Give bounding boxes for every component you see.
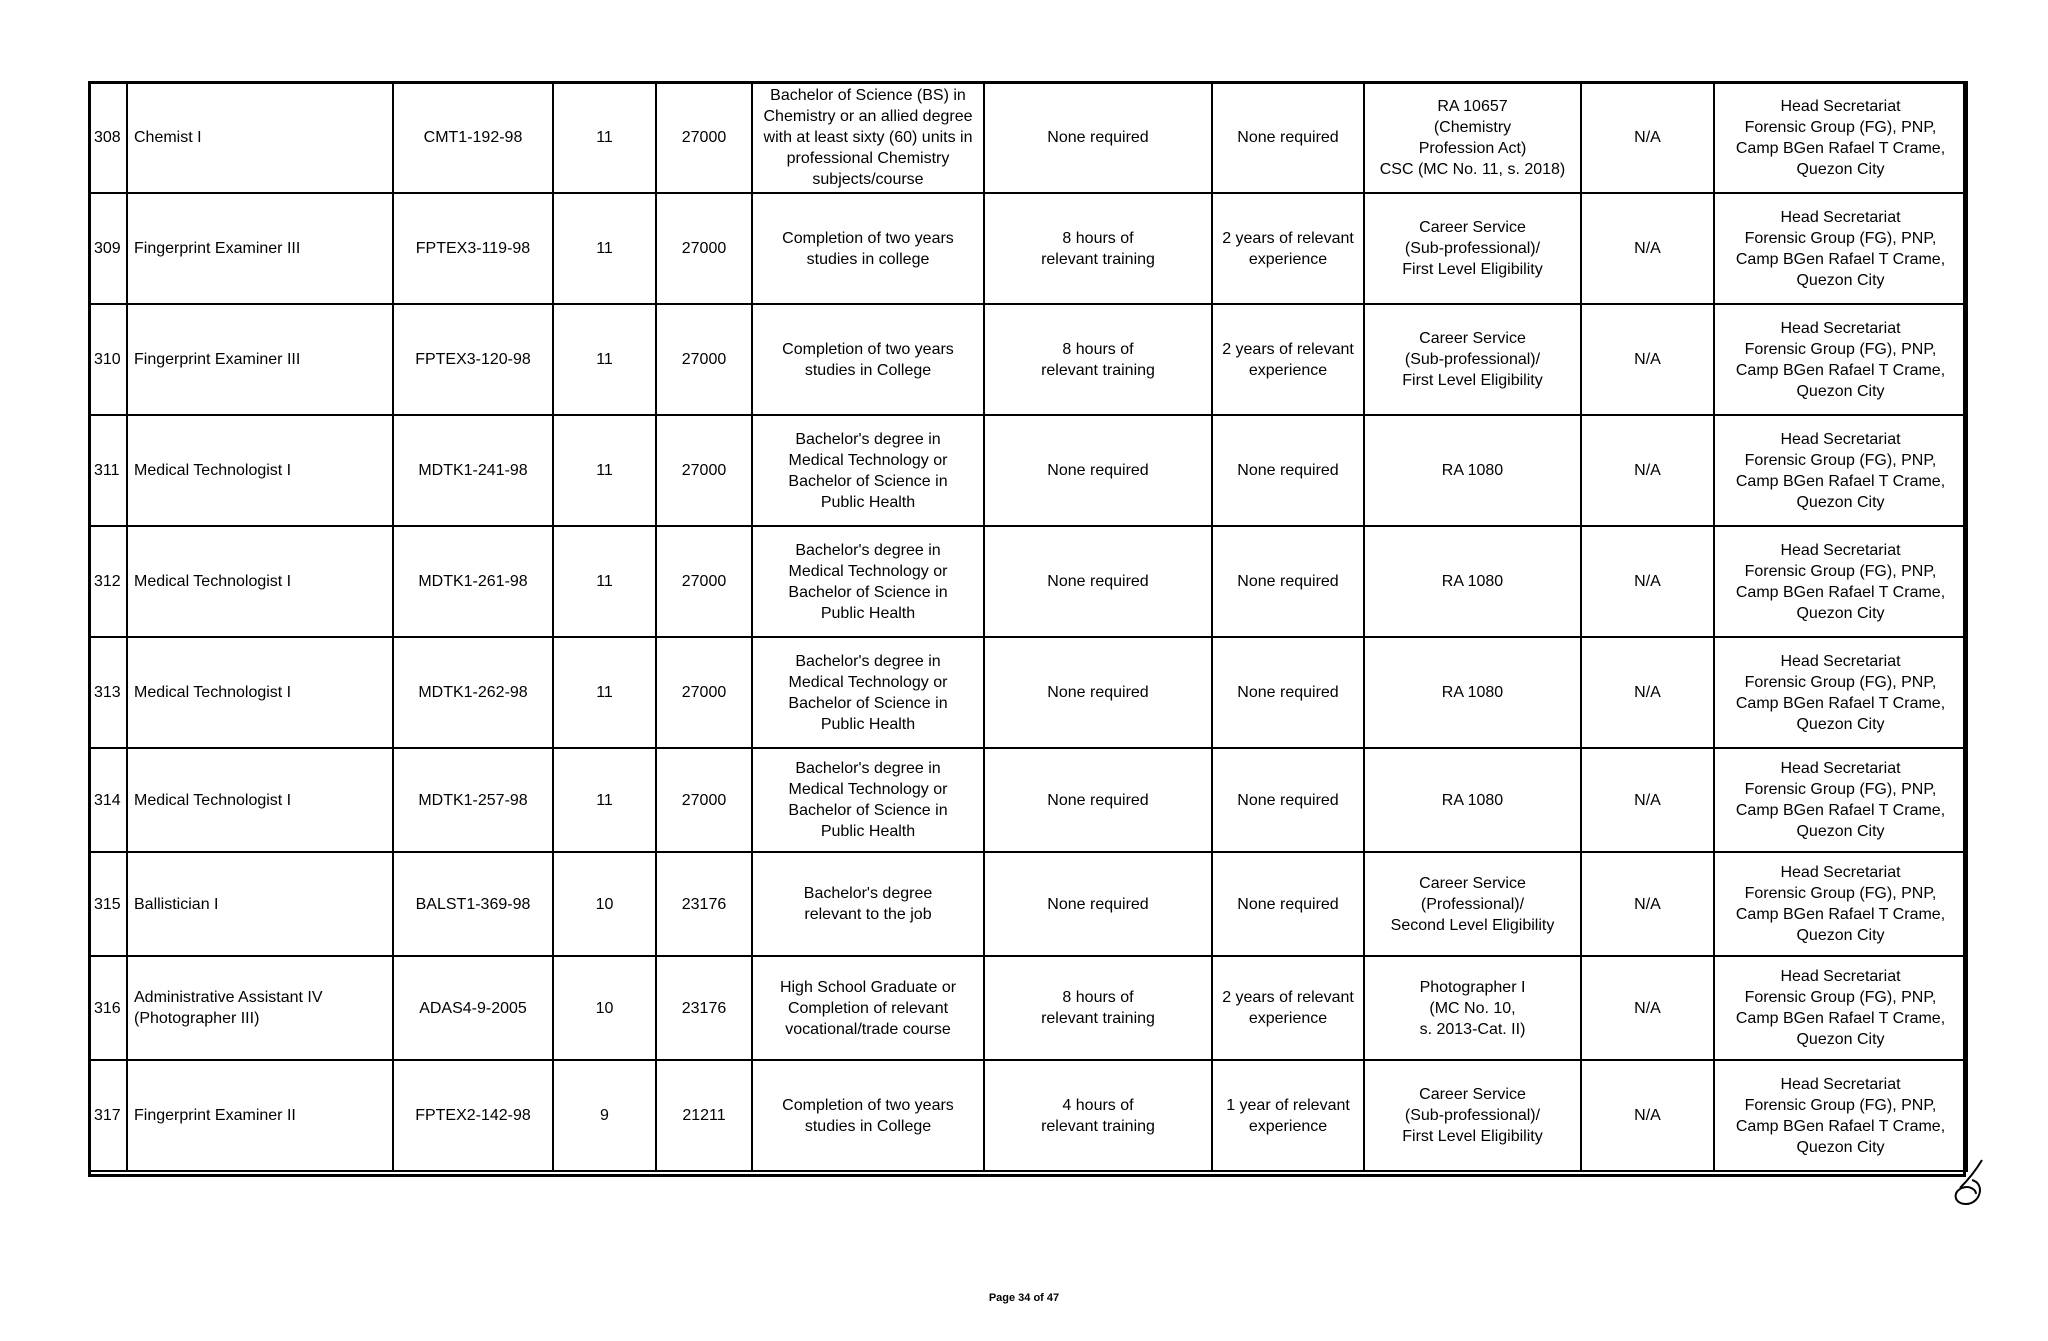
training-cell: [984, 1060, 1212, 1171]
position-title-cell: [127, 637, 393, 748]
item-number-text: 311: [94, 462, 120, 479]
place-of-assignment-text: Head Secretariat Forensic Group (FG), PNP, Camp BGen Rafael T Crame, Quezon City: [1735, 319, 1946, 400]
eligibility-text: Career Service (Sub-professional)/ First Level Eligibility: [1402, 1086, 1543, 1145]
monthly-salary-cell: [656, 82, 752, 193]
eligibility-text: Photographer I (MC No. 10, s. 2013-Cat. II): [1419, 978, 1526, 1038]
experience-text: 1 year of relevant experience: [1226, 1096, 1350, 1135]
monthly-salary-text: 27000: [681, 462, 727, 479]
education-text: Completion of two years studies in College: [782, 340, 954, 379]
item-code-text: FPTEX3-120-98: [415, 351, 531, 368]
salary-grade-text: 11: [596, 573, 613, 590]
competency-text: N/A: [1634, 129, 1661, 146]
place-of-assignment-cell: [1714, 415, 1967, 526]
competency-text: N/A: [1634, 462, 1661, 479]
education-text: Completion of two years studies in college: [782, 229, 954, 268]
eligibility-cell: [1364, 1060, 1581, 1171]
item-number-cell: [89, 852, 127, 956]
monthly-salary-text: 27000: [681, 684, 727, 701]
item-code-text: BALST1-369-98: [415, 895, 531, 913]
item-number-cell: [89, 637, 127, 748]
training-cell: [984, 193, 1212, 304]
item-code-text: MDTK1-257-98: [418, 791, 528, 809]
education-cell: [752, 852, 984, 956]
salary-grade-cell: [553, 852, 656, 956]
eligibility-text: Career Service (Sub-professional)/ First Level Eligibility: [1402, 330, 1543, 389]
monthly-salary-text: 23176: [681, 895, 727, 913]
experience-text: 2 years of relevant experience: [1222, 229, 1354, 268]
competency-cell: [1581, 852, 1714, 956]
competency-text: N/A: [1634, 684, 1661, 701]
education-text: Bachelor's degree in Medical Technology or Bachelor of Science in Public Health: [788, 760, 948, 840]
table-row: [89, 956, 1967, 1060]
eligibility-cell: [1364, 304, 1581, 415]
item-code-text: MDTK1-241-98: [418, 462, 528, 479]
experience-cell: [1212, 82, 1364, 193]
position-title-cell: [127, 852, 393, 956]
item-number-text: 315: [94, 895, 121, 913]
item-code-cell: [393, 956, 553, 1060]
competency-text: N/A: [1634, 1107, 1661, 1124]
salary-grade-cell: [553, 1060, 656, 1171]
eligibility-text: RA 1080: [1441, 573, 1504, 590]
experience-cell: [1212, 415, 1364, 526]
position-title-text: Fingerprint Examiner III: [134, 240, 301, 257]
position-title-text: Medical Technologist I: [134, 462, 292, 479]
position-title-cell: [127, 193, 393, 304]
position-title-text: Fingerprint Examiner III: [134, 351, 301, 368]
monthly-salary-cell: [656, 193, 752, 304]
place-of-assignment-cell: [1714, 193, 1967, 304]
monthly-salary-cell: [656, 1060, 752, 1171]
place-of-assignment-cell: [1714, 852, 1967, 956]
eligibility-cell: [1364, 82, 1581, 193]
item-number-cell: [89, 193, 127, 304]
item-code-text: CMT1-192-98: [423, 129, 523, 146]
place-of-assignment-text: Head Secretariat Forensic Group (FG), PNP, Camp BGen Rafael T Crame, Quezon City: [1735, 1075, 1946, 1156]
experience-text: 2 years of relevant experience: [1222, 340, 1354, 379]
training-cell: [984, 415, 1212, 526]
position-title-text: Medical Technologist I: [134, 573, 292, 590]
monthly-salary-cell: [656, 748, 752, 852]
initial-signature: [1946, 1158, 1986, 1206]
education-text: Bachelor's degree in Medical Technology or Bachelor of Science in Public Health: [788, 430, 948, 511]
training-text: None required: [1047, 895, 1149, 913]
training-text: None required: [1047, 129, 1149, 146]
eligibility-text: Career Service (Professional)/ Second Level Eligibility: [1390, 874, 1555, 934]
education-text: Bachelor's degree relevant to the job: [803, 885, 933, 923]
item-number-text: 317: [94, 1107, 121, 1124]
training-text: 8 hours of relevant training: [1041, 989, 1155, 1027]
place-of-assignment-text: Head Secretariat Forensic Group (FG), PNP, Camp BGen Rafael T Crame, Quezon City: [1735, 430, 1946, 511]
position-title-cell: [127, 82, 393, 193]
eligibility-cell: [1364, 193, 1581, 304]
table-body: [89, 82, 1967, 1171]
position-title-text: Administrative Assistant IV (Photographer III): [134, 989, 323, 1027]
position-title-text: Medical Technologist I: [134, 791, 292, 809]
item-code-text: FPTEX3-119-98: [415, 240, 531, 257]
item-number-cell: [89, 956, 127, 1060]
competency-cell: [1581, 304, 1714, 415]
item-number-text: 310: [94, 351, 121, 368]
salary-grade-cell: [553, 956, 656, 1060]
item-code-text: MDTK1-261-98: [418, 573, 528, 590]
item-number-cell: [89, 748, 127, 852]
item-code-cell: [393, 304, 553, 415]
table-row: [89, 415, 1967, 526]
salary-grade-text: 11: [596, 129, 613, 146]
education-cell: [752, 415, 984, 526]
eligibility-cell: [1364, 415, 1581, 526]
item-number-text: 313: [94, 684, 121, 701]
position-title-cell: [127, 1060, 393, 1171]
experience-text: None required: [1237, 684, 1339, 701]
education-text: Completion of two years studies in College: [782, 1096, 954, 1135]
experience-text: None required: [1237, 462, 1339, 479]
item-code-cell: [393, 852, 553, 956]
plantilla-table: [88, 81, 1968, 1172]
table-row: [89, 82, 1967, 193]
eligibility-cell: [1364, 748, 1581, 852]
monthly-salary-text: 27000: [681, 129, 727, 146]
monthly-salary-cell: [656, 415, 752, 526]
table-row: [89, 1060, 1967, 1171]
education-cell: [752, 304, 984, 415]
competency-cell: [1581, 637, 1714, 748]
salary-grade-cell: [553, 304, 656, 415]
eligibility-text: Career Service (Sub-professional)/ First Level Eligibility: [1402, 219, 1543, 278]
item-code-cell: [393, 526, 553, 637]
eligibility-text: RA 10657 (Chemistry Profession Act) CSC (MC No. 11, s. 2018): [1379, 97, 1566, 178]
training-cell: [984, 852, 1212, 956]
training-cell: [984, 82, 1212, 193]
place-of-assignment-text: Head Secretariat Forensic Group (FG), PNP, Camp BGen Rafael T Crame, Quezon City: [1735, 541, 1946, 622]
place-of-assignment-cell: [1714, 82, 1967, 193]
experience-text: None required: [1237, 129, 1339, 146]
item-number-text: 316: [94, 999, 121, 1017]
education-text: Bachelor's degree in Medical Technology or Bachelor of Science in Public Health: [788, 541, 948, 622]
training-text: 8 hours of relevant training: [1041, 340, 1155, 379]
item-code-cell: [393, 1060, 553, 1171]
competency-cell: [1581, 82, 1714, 193]
monthly-salary-text: 23176: [681, 999, 727, 1017]
salary-grade-cell: [553, 415, 656, 526]
position-title-cell: [127, 956, 393, 1060]
table-row: [89, 748, 1967, 852]
experience-cell: [1212, 637, 1364, 748]
training-text: 8 hours of relevant training: [1041, 229, 1155, 268]
item-number-cell: [89, 415, 127, 526]
experience-cell: [1212, 852, 1364, 956]
training-cell: [984, 304, 1212, 415]
item-code-cell: [393, 415, 553, 526]
monthly-salary-text: 27000: [681, 351, 727, 368]
eligibility-cell: [1364, 637, 1581, 748]
item-number-text: 308: [94, 129, 121, 146]
competency-cell: [1581, 526, 1714, 637]
item-number-cell: [89, 1060, 127, 1171]
item-number-text: 309: [94, 240, 121, 257]
competency-cell: [1581, 1060, 1714, 1171]
position-title-text: Chemist I: [134, 129, 202, 146]
training-text: 4 hours of relevant training: [1041, 1096, 1155, 1135]
place-of-assignment-cell: [1714, 637, 1967, 748]
training-cell: [984, 956, 1212, 1060]
place-of-assignment-text: Head Secretariat Forensic Group (FG), PNP, Camp BGen Rafael T Crame, Quezon City: [1735, 208, 1946, 289]
place-of-assignment-cell: [1714, 956, 1967, 1060]
experience-cell: [1212, 304, 1364, 415]
competency-cell: [1581, 415, 1714, 526]
experience-text: None required: [1237, 791, 1339, 809]
salary-grade-cell: [553, 82, 656, 193]
training-cell: [984, 637, 1212, 748]
eligibility-text: RA 1080: [1441, 684, 1504, 701]
experience-text: None required: [1237, 895, 1339, 913]
item-code-cell: [393, 193, 553, 304]
eligibility-cell: [1364, 852, 1581, 956]
place-of-assignment-text: Head Secretariat Forensic Group (FG), PNP, Camp BGen Rafael T Crame, Quezon City: [1735, 652, 1946, 733]
experience-text: 2 years of relevant experience: [1222, 989, 1354, 1027]
education-cell: [752, 82, 984, 193]
competency-cell: [1581, 193, 1714, 304]
competency-text: N/A: [1634, 895, 1661, 913]
item-number-cell: [89, 526, 127, 637]
eligibility-text: RA 1080: [1441, 462, 1504, 479]
experience-cell: [1212, 748, 1364, 852]
position-title-cell: [127, 415, 393, 526]
eligibility-cell: [1364, 956, 1581, 1060]
salary-grade-text: 11: [596, 684, 613, 701]
training-text: None required: [1047, 684, 1149, 701]
education-cell: [752, 1060, 984, 1171]
eligibility-cell: [1364, 526, 1581, 637]
item-number-cell: [89, 82, 127, 193]
salary-grade-text: 11: [596, 240, 613, 257]
training-text: None required: [1047, 573, 1149, 590]
salary-grade-text: 11: [596, 351, 613, 368]
experience-cell: [1212, 1060, 1364, 1171]
education-cell: [752, 526, 984, 637]
item-code-cell: [393, 82, 553, 193]
position-title-text: Ballistician I: [134, 895, 219, 913]
training-text: None required: [1047, 462, 1149, 479]
salary-grade-cell: [553, 193, 656, 304]
education-cell: [752, 748, 984, 852]
monthly-salary-cell: [656, 526, 752, 637]
item-code-text: FPTEX2-142-98: [415, 1107, 531, 1124]
education-text: Bachelor of Science (BS) in Chemistry or an allied degree with at least sixty (60) units in professional Chemistry subjects/course: [763, 87, 973, 188]
place-of-assignment-text: Head Secretariat Forensic Group (FG), PNP, Camp BGen Rafael T Crame, Quezon City: [1735, 97, 1946, 178]
monthly-salary-cell: [656, 956, 752, 1060]
experience-text: None required: [1237, 573, 1339, 590]
monthly-salary-cell: [656, 852, 752, 956]
item-number-text: 312: [94, 573, 121, 590]
salary-grade-cell: [553, 526, 656, 637]
page-footer: Page 34 of 47: [988, 1292, 1060, 1304]
table-row: [89, 852, 1967, 956]
salary-grade-text: 9: [600, 1107, 609, 1124]
table-row: [89, 526, 1967, 637]
salary-grade-text: 11: [596, 791, 613, 809]
salary-grade-cell: [553, 637, 656, 748]
position-title-cell: [127, 748, 393, 852]
position-title-text: Medical Technologist I: [134, 684, 292, 701]
place-of-assignment-cell: [1714, 1060, 1967, 1171]
monthly-salary-text: 27000: [681, 573, 727, 590]
item-code-cell: [393, 748, 553, 852]
place-of-assignment-cell: [1714, 526, 1967, 637]
salary-grade-text: 10: [595, 999, 614, 1017]
competency-text: N/A: [1634, 573, 1661, 590]
experience-cell: [1212, 956, 1364, 1060]
monthly-salary-text: 21211: [682, 1107, 726, 1124]
monthly-salary-cell: [656, 637, 752, 748]
place-of-assignment-cell: [1714, 748, 1967, 852]
item-number-text: 314: [94, 791, 121, 809]
monthly-salary-text: 27000: [681, 240, 727, 257]
experience-cell: [1212, 526, 1364, 637]
monthly-salary-cell: [656, 304, 752, 415]
training-cell: [984, 748, 1212, 852]
place-of-assignment-text: Head Secretariat Forensic Group (FG), PNP, Camp BGen Rafael T Crame, Quezon City: [1735, 968, 1946, 1048]
experience-cell: [1212, 193, 1364, 304]
position-title-text: Fingerprint Examiner II: [134, 1107, 296, 1124]
competency-text: N/A: [1634, 791, 1661, 809]
monthly-salary-text: 27000: [681, 791, 727, 809]
place-of-assignment-text: Head Secretariat Forensic Group (FG), PNP, Camp BGen Rafael T Crame, Quezon City: [1735, 760, 1946, 840]
item-code-text: ADAS4-9-2005: [419, 999, 527, 1017]
competency-text: N/A: [1634, 240, 1661, 257]
training-cell: [984, 526, 1212, 637]
education-cell: [752, 956, 984, 1060]
competency-cell: [1581, 956, 1714, 1060]
item-code-cell: [393, 637, 553, 748]
education-cell: [752, 193, 984, 304]
table-row: [89, 304, 1967, 415]
eligibility-text: RA 1080: [1441, 791, 1504, 809]
item-number-cell: [89, 304, 127, 415]
item-code-text: MDTK1-262-98: [418, 684, 528, 701]
competency-text: N/A: [1634, 351, 1661, 368]
education-cell: [752, 637, 984, 748]
table-row: [89, 637, 1967, 748]
education-text: Bachelor's degree in Medical Technology or Bachelor of Science in Public Health: [788, 652, 948, 733]
salary-grade-text: 10: [595, 895, 614, 913]
training-text: None required: [1047, 791, 1149, 809]
education-text: High School Graduate or Completion of relevant vocational/trade course: [779, 978, 957, 1038]
table-row: [89, 193, 1967, 304]
competency-cell: [1581, 748, 1714, 852]
position-title-cell: [127, 304, 393, 415]
position-title-cell: [127, 526, 393, 637]
place-of-assignment-cell: [1714, 304, 1967, 415]
place-of-assignment-text: Head Secretariat Forensic Group (FG), PNP, Camp BGen Rafael T Crame, Quezon City: [1735, 864, 1946, 944]
competency-text: N/A: [1634, 999, 1661, 1017]
salary-grade-text: 11: [596, 462, 613, 479]
salary-grade-cell: [553, 748, 656, 852]
